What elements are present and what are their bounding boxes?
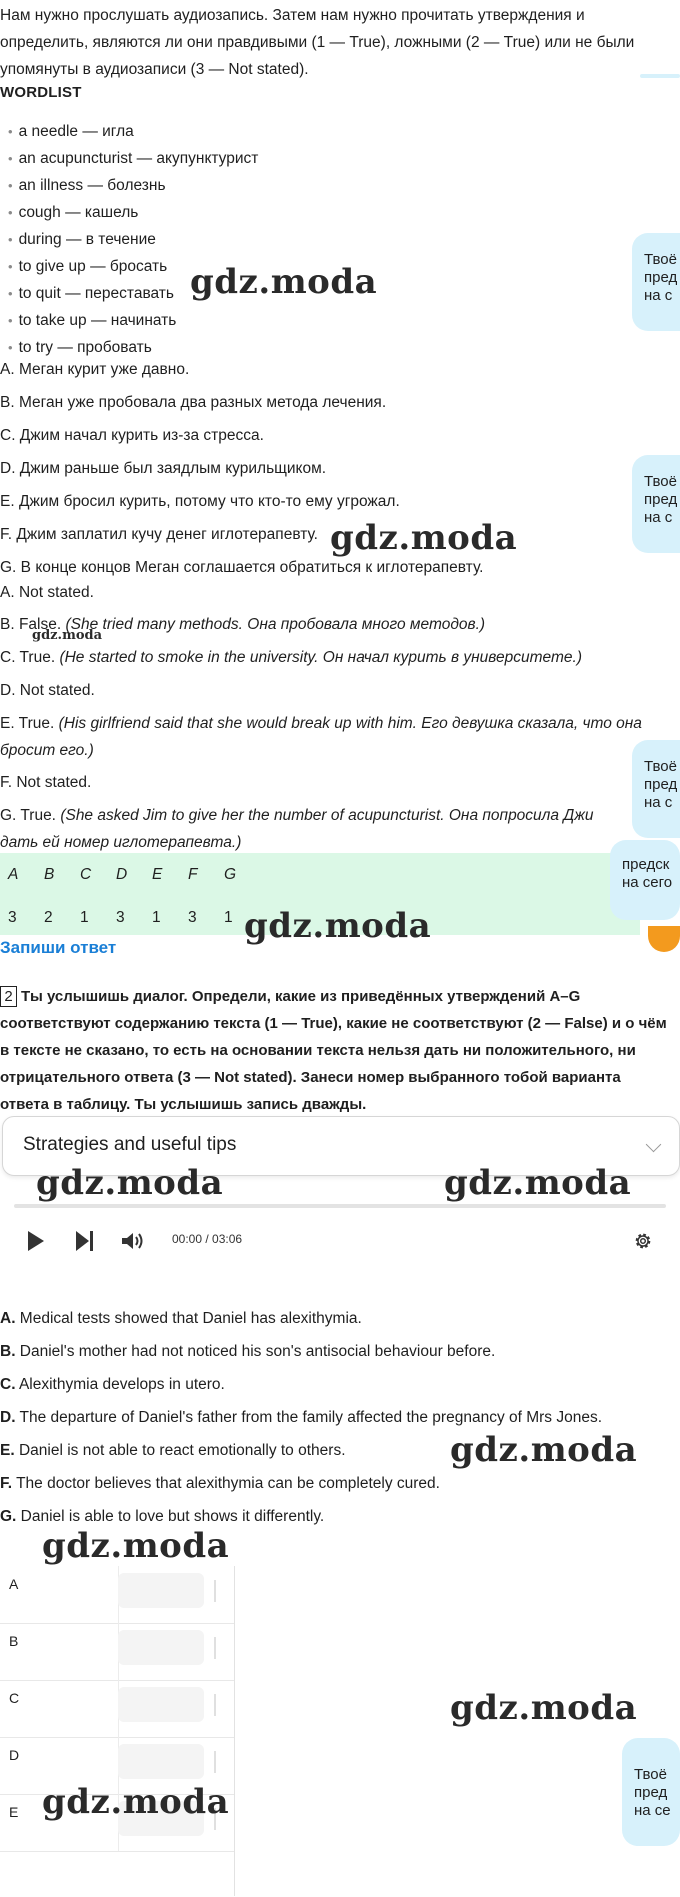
watermark: gdz.moda: [330, 518, 518, 558]
statement-a: A. Меган курит уже давно.: [0, 361, 190, 378]
answer-input[interactable]: [118, 1687, 204, 1722]
orange-badge: [648, 926, 680, 952]
task-text: Ты услышишь диалог. Определи, какие из приведённых утверждений A–G соответствуют содержанию текста (1 — True), какие не соответствуют (2 — False) и о чём в тексте не сказано, то есть на основании текста нельзя дать ни положительного, ни отрицательного ответа (3 — Not stated). Занеси номер выбранного тобой варианта ответа в таблицу. Ты услышишь запись дважды.: [0, 988, 667, 1113]
question-letter: E.: [0, 1442, 15, 1459]
word-item: • to quit — переставать: [8, 280, 408, 307]
table-cell: 1: [152, 908, 161, 926]
answer-d: [0, 677, 680, 704]
accordion-label: Strategies and useful tips: [23, 1134, 237, 1155]
grid-label: E: [9, 1804, 19, 1820]
promo-text: пред: [644, 776, 678, 793]
promo-text: на с: [644, 509, 673, 526]
table-header: G: [224, 865, 237, 883]
question-text: Daniel's mother had not noticed his son's antisocial behaviour before.: [15, 1343, 496, 1360]
grid-label: D: [9, 1747, 20, 1763]
word-item: • to give up — бросать: [8, 253, 408, 280]
question-text: The doctor believes that alexithymia can be completely cured.: [12, 1475, 440, 1492]
answer-e-cont: [0, 737, 680, 764]
word-item: • during — в течение: [8, 226, 408, 253]
word-item: • an acupuncturist — акупунктурист: [8, 145, 408, 172]
answer-label: G. True.: [0, 807, 56, 824]
watermark: gdz.moda: [42, 1526, 230, 1566]
promo-text: пред: [644, 269, 678, 286]
word-item: • an illness — болезнь: [8, 172, 408, 199]
table-header: D: [116, 865, 128, 883]
table-cell: 2: [44, 908, 53, 926]
promo-text: предск: [622, 856, 670, 873]
question-f: [0, 1467, 670, 1500]
answer-grid: [0, 1566, 235, 1896]
write-answer-link[interactable]: Запиши ответ: [0, 938, 117, 957]
grid-row: [0, 1623, 234, 1681]
promo-bubble[interactable]: [632, 455, 680, 553]
statement-b: B. Меган уже пробовала два разных метода лечения.: [0, 394, 387, 411]
answer-label: E. True.: [0, 715, 55, 732]
wordlist: [8, 118, 408, 361]
answer-note: (She asked Jim to give her the number of acupuncturist. Она попросила Джи: [60, 807, 594, 824]
answer-label: C. True.: [0, 649, 56, 666]
promo-edge: [640, 74, 680, 78]
answer-g-cont: [0, 829, 680, 856]
statement-c: C. Джим начал курить из-за стресса.: [0, 427, 264, 444]
table-header: A: [8, 865, 19, 883]
word-item: • to try — пробовать: [8, 334, 408, 361]
answer-note: (He started to smoke in the university. Он начал курить в университете.): [59, 649, 582, 666]
task-instructions: [0, 983, 670, 1118]
question-c: [0, 1368, 670, 1401]
answer-input[interactable]: [118, 1630, 204, 1665]
audio-progress-track[interactable]: [14, 1204, 666, 1208]
play-icon[interactable]: [28, 1231, 44, 1251]
grid-divider: [214, 1694, 216, 1716]
word-item: • to take up — начинать: [8, 307, 408, 334]
answer-note: (His girlfriend said that she would break up with him. Его девушка сказала, что она: [58, 715, 642, 732]
skip-forward-icon[interactable]: [76, 1231, 96, 1251]
question-text: Daniel is not able to react emotionally to others.: [14, 1442, 346, 1459]
answer-note: (She tried many methods. Она пробовала много методов.): [65, 616, 486, 633]
table-cell: 3: [116, 908, 125, 926]
table-header: B: [44, 865, 55, 883]
question-text: Medical tests showed that Daniel has alexithymia.: [15, 1310, 362, 1327]
answer-note-continued: бросит его.): [0, 742, 94, 759]
statement-g: G. В конце концов Меган соглашается обратиться к иглотерапевту.: [0, 559, 484, 576]
table-header: C: [80, 865, 92, 883]
answer-label: A. Not stated.: [0, 584, 94, 601]
watermark: gdz.moda: [450, 1430, 638, 1470]
question-letter: D.: [0, 1409, 16, 1426]
question-a: [0, 1302, 670, 1335]
answer-input[interactable]: [118, 1744, 204, 1779]
question-letter: B.: [0, 1343, 16, 1360]
watermark: gdz.moda: [450, 1688, 638, 1728]
table-cell: 3: [188, 908, 197, 926]
wordlist-title: WORDLIST: [0, 84, 82, 101]
promo-text: Твоё: [644, 251, 677, 268]
question-letter: C.: [0, 1376, 16, 1393]
promo-text: на сего: [622, 874, 673, 891]
watermark: gdz.moda: [444, 1163, 632, 1203]
grid-label: B: [9, 1633, 19, 1649]
answer-label: B. False.: [0, 616, 62, 633]
statement-e: E. Джим бросил курить, потому что кто-то ему угрожал.: [0, 493, 400, 510]
question-letter: A.: [0, 1310, 16, 1327]
answer-label: F. Not stated.: [0, 774, 92, 791]
watermark: gdz.moda: [36, 1163, 224, 1203]
grid-row: [0, 1680, 234, 1738]
watermark: gdz.moda: [32, 628, 103, 643]
answer-input[interactable]: [118, 1573, 204, 1608]
answer-c: [0, 644, 680, 671]
promo-text: Твоё: [644, 473, 677, 490]
promo-text: Твоё: [634, 1766, 667, 1783]
answer-g: [0, 802, 680, 829]
gear-icon[interactable]: [632, 1230, 654, 1252]
chevron-down-icon: [646, 1137, 662, 1153]
answer-note-continued: дать ей номер иглотерапевта.): [0, 834, 242, 851]
answer-e: [0, 710, 680, 737]
statement-f: F. Джим заплатил кучу денег иглотерапевту.: [0, 526, 318, 543]
promo-bubble[interactable]: [632, 233, 680, 331]
watermark: gdz.moda: [190, 262, 378, 302]
question-text: Daniel is able to love but shows it differently.: [16, 1508, 325, 1525]
table-header: F: [188, 865, 198, 883]
promo-bubble[interactable]: [632, 740, 680, 838]
answer-a: [0, 579, 680, 606]
question-b: [0, 1335, 670, 1368]
promo-text: на с: [644, 794, 673, 811]
table-cell: 1: [224, 908, 233, 926]
grid-divider: [214, 1580, 216, 1602]
intro-text: Нам нужно прослушать аудиозапись. Затем нам нужно прочитать утверждения и определить, являются ли они правдивыми (1 — True), ложными (2 — True) или не были упомянуты в аудиозаписи (3 — Not stated).: [0, 7, 635, 78]
grid-row: [0, 1566, 234, 1624]
answer-f: [0, 769, 680, 796]
table-cell: 3: [8, 908, 17, 926]
promo-text: на се: [634, 1802, 671, 1819]
question-letter: F.: [0, 1475, 13, 1492]
promo-text: на с: [644, 287, 673, 304]
audio-time: 00:00 / 03:06: [172, 1232, 243, 1246]
watermark: gdz.moda: [244, 906, 432, 946]
word-item: • cough — кашель: [8, 199, 408, 226]
word-item: • a needle — игла: [8, 118, 408, 145]
audio-player: [10, 1200, 670, 1270]
promo-text: пред: [644, 491, 678, 508]
promo-bubble[interactable]: [610, 840, 680, 920]
statement-d: D. Джим раньше был заядлым курильщиком.: [0, 460, 327, 477]
question-text: Alexithymia develops in utero.: [15, 1376, 225, 1393]
promo-bubble[interactable]: [622, 1738, 680, 1846]
promo-text: пред: [634, 1784, 668, 1801]
grid-label: A: [9, 1576, 19, 1592]
answer-label: D. Not stated.: [0, 682, 95, 699]
question-letter: G.: [0, 1508, 17, 1525]
promo-text: Твоё: [644, 758, 677, 775]
table-cell: 1: [80, 908, 89, 926]
volume-icon[interactable]: [120, 1231, 148, 1251]
question-text: The departure of Daniel's father from the family affected the pregnancy of Mrs Jones.: [15, 1409, 603, 1426]
grid-label: C: [9, 1690, 20, 1706]
grid-divider: [214, 1637, 216, 1659]
task-number: 2: [0, 986, 17, 1007]
watermark: gdz.moda: [42, 1782, 230, 1822]
table-header: E: [152, 865, 163, 883]
grid-divider: [214, 1751, 216, 1773]
